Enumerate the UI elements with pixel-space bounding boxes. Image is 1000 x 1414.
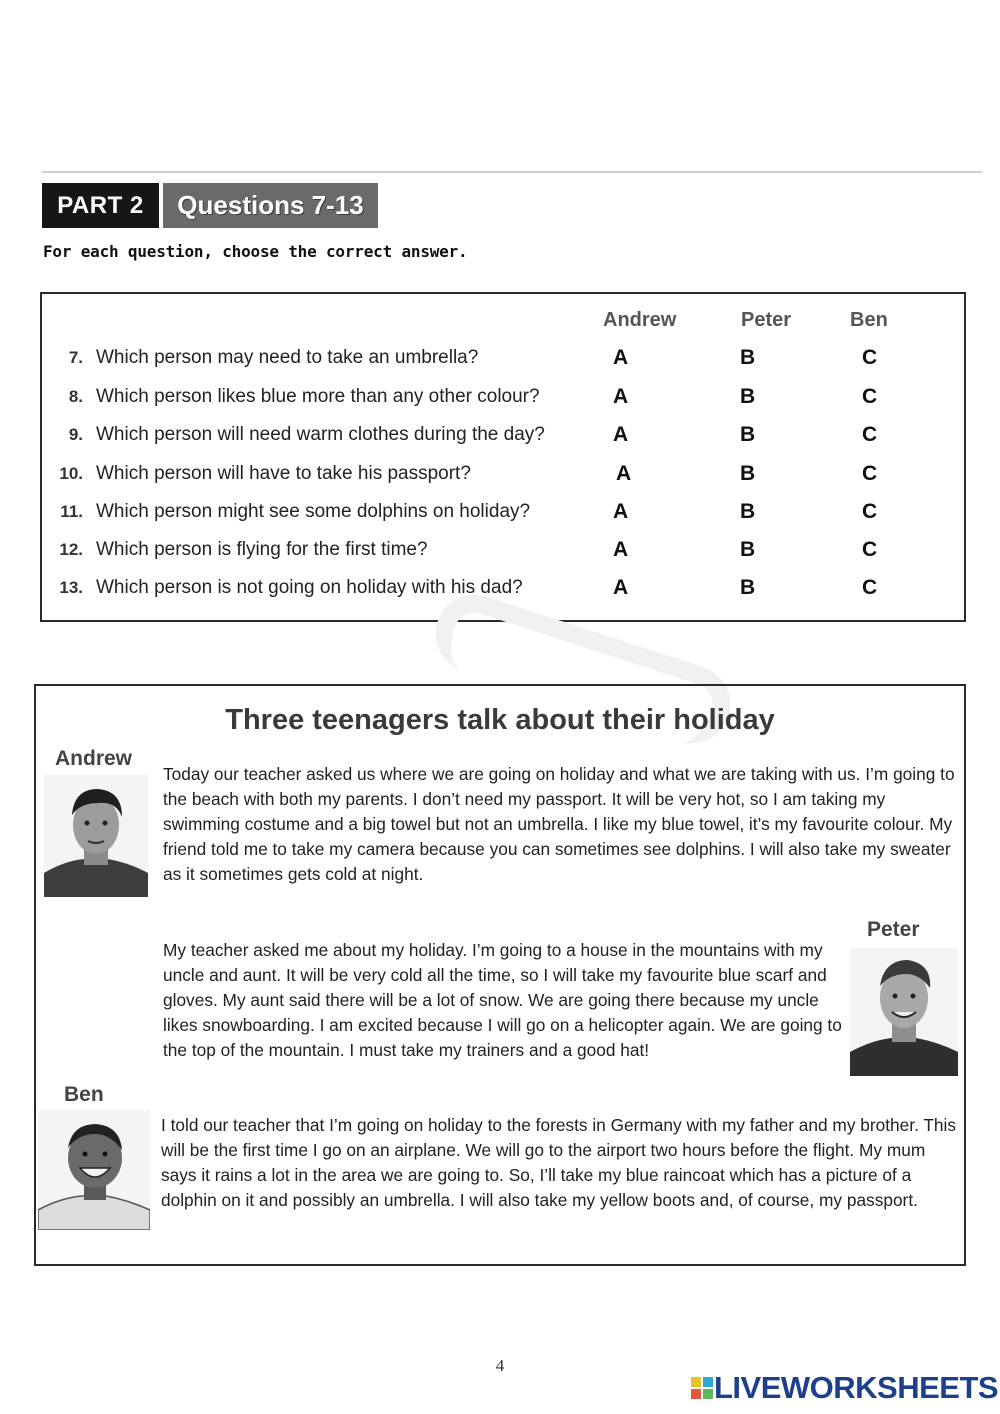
ben-paragraph: I told our teacher that I’m going on holiday to the forests in Germany with my father and my brother. This will be the first time I go on an airplane. We will go to the airport two hours before the flight. My mum says it rains a lot in the area we are going to. So, I’ll take my blue raincoat which has a picture of a dolphin on it and possibly an umbrella. I will also take my yellow boots and, of course, my passport. [161, 1115, 957, 1210]
question-number: 10. [59, 464, 83, 483]
andrew-name: Andrew [55, 747, 133, 770]
question-text: Which person will need warm clothes during the day? [96, 424, 545, 445]
question-row [40, 380, 966, 418]
option-c[interactable]: C [862, 500, 878, 523]
option-a[interactable]: A [613, 538, 629, 561]
question-text: Which person is not going on holiday with his dad? [96, 577, 523, 598]
question-number: 9. [68, 425, 83, 444]
option-b[interactable]: B [740, 346, 756, 369]
question-text: Which person may need to take an umbrella? [96, 347, 479, 368]
andrew-paragraph: Today our teacher asked us where we are going on holiday and what we are taking with us. I’m going to the beach with both my parents. I don’t need my passport. It will be very hot, so I am taking my swimming costume and a big towel but not an umbrella. I like my blue towel, it’s my favourite colour. My friend told me to take my camera because you can sometimes see dolphins. I will also take my sweater as it sometimes gets cold at night. [163, 764, 955, 884]
peter-name: Peter [867, 918, 920, 941]
option-a[interactable]: A [613, 423, 629, 446]
question-row [40, 418, 966, 456]
column-header-ben: Ben [850, 309, 888, 331]
column-header-peter: Peter [741, 309, 792, 331]
peter-paragraph: My teacher asked me about my holiday. I’m going to a house in the mountains with my uncle and aunt. It will be very cold all the time, so I will take my favourite blue scarf and gloves. My aunt said there will be a lot of snow. We are going there because my uncle likes snowboarding. I am excited because I will go on a helicopter again. We are going to the top of the mountain. I must take my trainers and a good hat! [163, 940, 842, 1060]
question-text: Which person is flying for the first time? [96, 539, 428, 560]
instructions: For each question, choose the correct answer. [43, 242, 468, 261]
option-b[interactable]: B [740, 538, 756, 561]
question-number: 12. [59, 540, 83, 559]
option-b[interactable]: B [740, 385, 756, 408]
option-a[interactable]: A [613, 346, 629, 369]
option-b[interactable]: B [740, 423, 756, 446]
question-row [40, 341, 966, 379]
option-a[interactable]: A [613, 500, 629, 523]
question-row [40, 457, 966, 495]
question-text: Which person likes blue more than any other colour? [96, 386, 540, 407]
liveworksheets-logo-icon [691, 1377, 713, 1399]
column-header-andrew: Andrew [603, 309, 677, 331]
question-number: 13. [59, 578, 83, 597]
option-a[interactable]: A [613, 576, 629, 599]
question-number: 7. [68, 348, 83, 367]
option-c[interactable]: C [862, 462, 878, 485]
option-b[interactable]: B [740, 462, 756, 485]
option-c[interactable]: C [862, 346, 878, 369]
peter-portrait [850, 948, 958, 1076]
ben-portrait [38, 1110, 150, 1230]
header-divider [42, 171, 982, 173]
question-row [40, 533, 966, 571]
andrew-portrait [44, 775, 148, 897]
option-c[interactable]: C [862, 576, 878, 599]
option-a[interactable]: A [616, 462, 632, 485]
option-a[interactable]: A [613, 385, 629, 408]
questions-range-label: Questions 7-13 [163, 183, 378, 228]
liveworksheets-brand[interactable]: LIVEWORKSHEETS [714, 1370, 999, 1405]
option-b[interactable]: B [740, 500, 756, 523]
part-label: PART 2 [42, 183, 159, 228]
question-text: Which person might see some dolphins on holiday? [96, 501, 531, 522]
ben-name: Ben [64, 1083, 104, 1106]
option-c[interactable]: C [862, 538, 878, 561]
option-c[interactable]: C [862, 423, 878, 446]
question-number: 8. [68, 387, 83, 406]
reading-title: Three teenagers talk about their holiday [225, 704, 775, 736]
page-number: 4 [495, 1356, 505, 1375]
option-c[interactable]: C [862, 385, 878, 408]
option-b[interactable]: B [740, 576, 756, 599]
question-text: Which person will have to take his passport? [96, 463, 471, 484]
question-row [40, 495, 966, 533]
question-number: 11. [60, 502, 83, 521]
